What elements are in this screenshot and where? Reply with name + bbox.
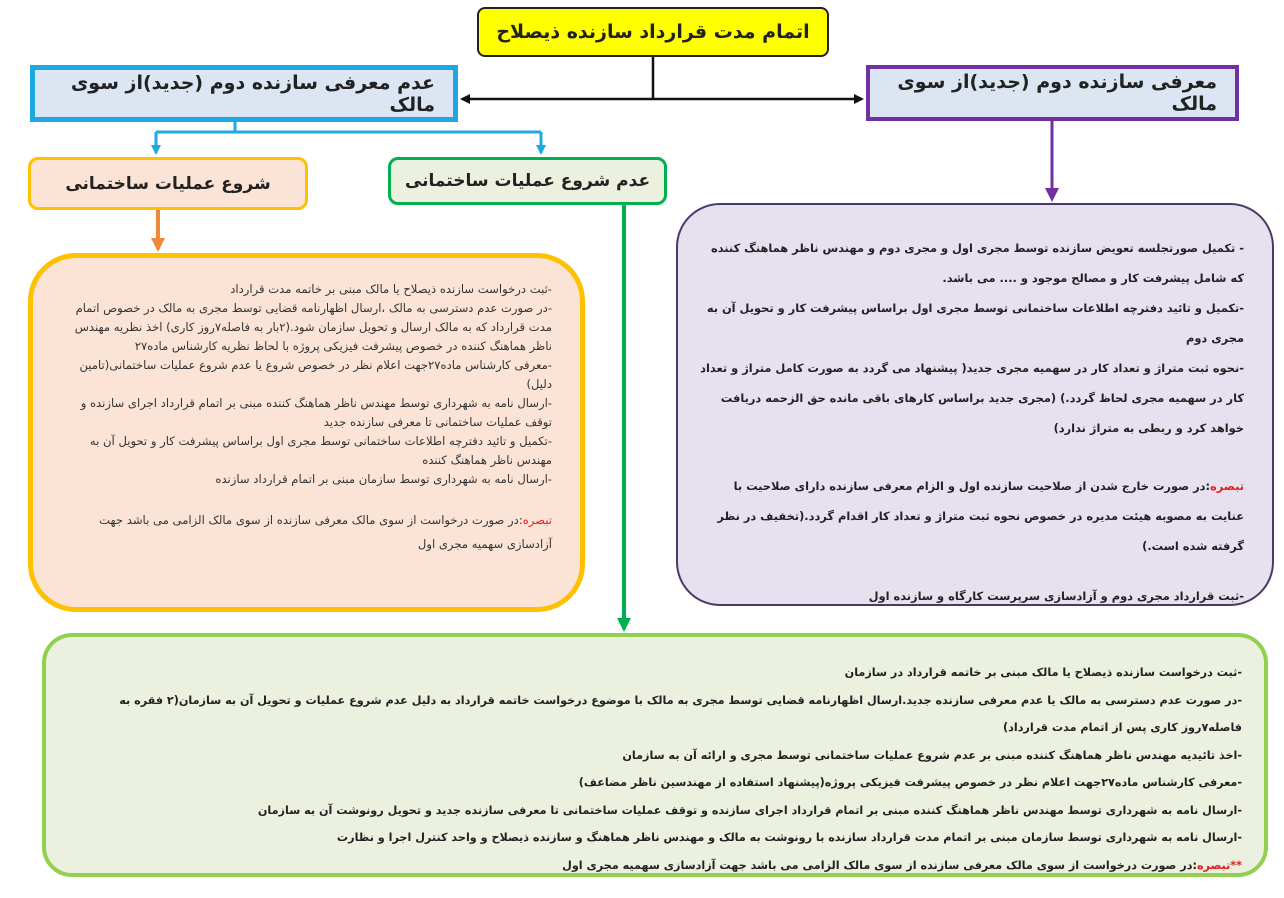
new-builder-item: - تکمیل صورتجلسه تعویض سازنده توسط مجری اول و مجری دوم و مهندس ناظر هماهنگ کننده که شامل پیشرفت کار و مصالح موجود و .... می باشد. — [710, 241, 1244, 285]
new-builder-heading-text: معرفی سازنده دوم (جدید)از سوی مالک — [897, 71, 1217, 115]
no-start-ops-item: -ثبت درخواست سازنده ذیصلاح یا مالک مبنی بر خاتمه قرارداد در سازمان — [844, 666, 1242, 679]
new-builder-heading — [866, 65, 1239, 121]
no-start-ops-item: -ارسال نامه به شهرداری توسط مهندس ناظر هماهنگ کننده مبنی بر اتمام قرارداد اجرای سازنده و توقف عملیات ساختمانی تا معرفی سازنده جدید و تحویل رونوشت آن به سازمان — [257, 803, 1242, 817]
note-text: :در صورت درخواست از سوی مالک معرفی سازنده از سوی مالک الزامی می باشد جهت آزادسازی سهمیه مجری اول — [99, 513, 552, 551]
start-ops-item: -تکمیل و تائید دفترچه اطلاعات ساختمانی توسط مجری اول براساس پیشرفت کار و تحویل آن به مهندس ناظر هماهنگ کننده — [89, 434, 552, 467]
start-ops-heading — [28, 157, 308, 210]
new-builder-item: -تکمیل و تائید دفترچه اطلاعات ساختمانی توسط مجری اول براساس پیشرفت کار و تحویل آن به مجری دوم — [706, 301, 1244, 345]
note-prefix: ** — [1230, 858, 1242, 872]
note-text: :در صورت خارج شدن از صلاحیت سازنده اول و الزام معرفی سازنده دارای صلاحیت با عنایت به مصوبه هیئت مدیره در خصوص نحوه ثبت متراژ و تعداد کار اقدام گردد.(تخفیف در نظر گرفته شده است.) — [717, 479, 1244, 553]
no-start-ops-heading — [388, 157, 667, 205]
new-builder-item: -نحوه ثبت متراژ و تعداد کار در سهمیه مجری جدید( پیشنهاد می گردد به صورت کامل متراژ و تعداد کار در سهمیه مجری لحاظ گردد.) (مجری جدید براساس کارهای باقی مانده حق الزحمه دریافت خواهد کرد و ربطی به متراژ ندارد) — [700, 361, 1244, 435]
start-ops-item: -ارسال نامه به شهرداری توسط مهندس ناظر هماهنگ کننده مبنی بر اتمام قرارداد اجرای سازنده و توقف عملیات ساختمانی تا معرفی سازنده جدید — [80, 396, 552, 429]
note-label: تبصره — [522, 513, 552, 527]
start-ops-item: -ثبت درخواست سازنده ذیصلاح یا مالک مبنی بر خاتمه مدت قرارداد — [230, 282, 552, 296]
note-text: :در صورت درخواست از سوی مالک معرفی سازنده از سوی مالک الزامی می باشد جهت آزادسازی سهمیه مجری اول — [562, 858, 1197, 872]
note-label: تبصره — [1196, 858, 1231, 872]
no-start-ops-panel — [42, 633, 1268, 877]
start-ops-item: -معرفی کارشناس ماده۲۷جهت اعلام نظر در خصوص شروع یا عدم شروع عملیات ساختمانی(تامین دلیل) — [79, 358, 552, 391]
start-ops-item: -در صورت عدم دسترسی به مالک ،ارسال اظهارنامه قضایی توسط مجری به مالک در خصوص اتمام مدت قرارداد که به مالک ارسال و تحویل سازمان شود.(۲بار به فاصله۷روز کاری) اخذ نظریه مهندس ناظر هماهنگ کننده در خصوص پیشرفت فیزیکی پروژه با لحاظ نظریه کارشناس ماده۲۷ — [74, 301, 552, 353]
no-start-ops-note — [68, 852, 1242, 880]
start-ops-item: -ارسال نامه به شهرداری توسط سازمان مبنی بر اتمام قرارداد سازنده — [215, 472, 552, 486]
no-start-ops-heading-text: عدم شروع عملیات ساختمانی — [404, 171, 651, 191]
note-label: تبصره — [1210, 479, 1244, 493]
no-new-builder-heading — [30, 65, 458, 122]
new-builder-panel — [676, 203, 1274, 606]
new-builder-note — [700, 471, 1244, 561]
no-start-ops-item: -در صورت عدم دسترسی به مالک یا عدم معرفی سازنده جدید.ارسال اظهارنامه قضایی توسط مجری به مالک با موضوع درخواست خاتمه قرارداد به دلیل عدم شروع عملیات و تحویل آن به سازمان(۲ فقره به فاصله۷روز کاری پس از اتمام مدت قرارداد) — [119, 693, 1242, 734]
no-start-ops-item: -ارسال نامه به شهرداری توسط سازمان مبنی بر اتمام مدت قرارداد سازنده با رونوشت به مالک و مهندس ناظر هماهنگ و سازنده ذیصلاح و واحد کنترل اجرا و نظارت — [336, 831, 1242, 844]
no-start-ops-item: -معرفی کارشناس ماده۲۷جهت اعلام نظر در خصوص پیشرفت فیزیکی پروژه(پیشنهاد استفاده از مهندسین ناظر مضاعف) — [578, 776, 1242, 789]
main-title-text: اتمام مدت قرارداد سازنده ذیصلاح — [496, 21, 810, 43]
start-ops-note — [53, 508, 552, 556]
no-start-ops-item: -اخذ تائیدیه مهندس ناظر هماهنگ کننده مبنی بر عدم شروع عملیات ساختمانی توسط مجری و ارائه آن به سازمان — [622, 748, 1242, 762]
main-title — [477, 7, 829, 57]
new-builder-final-item: -ثبت قرارداد مجری دوم و آزادسازی سرپرست کارگاه و سازنده اول — [868, 589, 1244, 603]
no-new-builder-heading-text: عدم معرفی سازنده دوم (جدید)از سوی مالک — [70, 71, 435, 116]
start-ops-heading-text: شروع عملیات ساختمانی — [65, 173, 271, 194]
start-ops-panel — [28, 253, 585, 612]
